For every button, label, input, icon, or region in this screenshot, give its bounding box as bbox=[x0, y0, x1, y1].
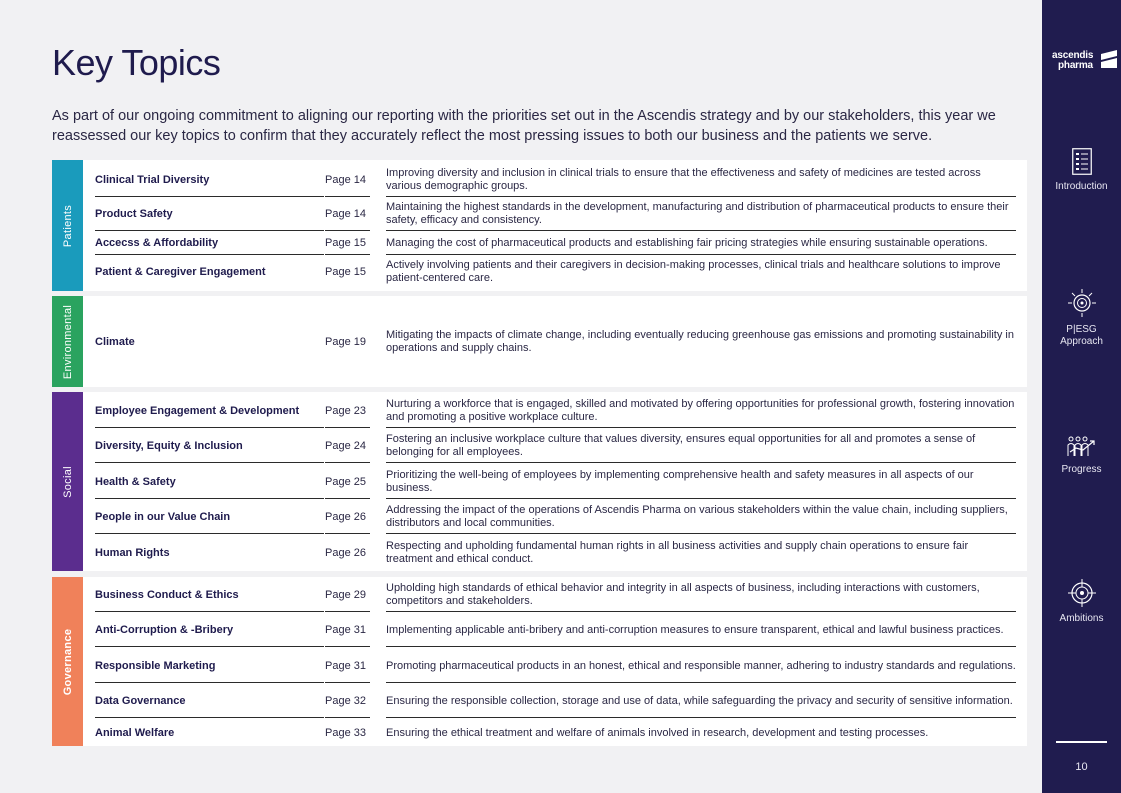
crosshair-icon bbox=[1068, 579, 1096, 607]
topic-description: Respecting and upholding fundamental human rights in all business activities and supply chain operations to ensure fair treatment and ethical conduct. bbox=[386, 540, 969, 565]
topic-label: Health & Safety bbox=[95, 476, 176, 488]
row-divider bbox=[386, 427, 1016, 428]
nav-ambitions[interactable] bbox=[1042, 579, 1121, 625]
nav-introduction[interactable] bbox=[1042, 148, 1121, 193]
topic-row bbox=[95, 430, 1016, 462]
intro-paragraph: As part of our ongoing commitment to aligning our reporting with the priorities set out in the Ascendis strategy and by our stakeholders, this year we reassessed our key topics to confirm that they accurately reflect the most pressing issues to both our business and the patients we serve. bbox=[52, 108, 996, 144]
topic-label: Clinical Trial Diversity bbox=[95, 174, 210, 186]
row-divider bbox=[325, 682, 370, 683]
topic-row bbox=[95, 164, 1016, 196]
row-divider bbox=[325, 462, 370, 463]
topic-page-link[interactable]: Page 14 bbox=[325, 174, 366, 186]
row-divider bbox=[95, 533, 324, 534]
topic-description: Implementing applicable anti-bribery and anti-corruption measures to ensure transparent, ethical and lawful business practices. bbox=[386, 623, 1004, 636]
group-label: Social bbox=[61, 465, 74, 498]
topic-label: Employee Engagement & Development bbox=[95, 405, 300, 417]
row-divider bbox=[95, 646, 324, 647]
row-divider bbox=[325, 646, 370, 647]
group-band-governance bbox=[52, 577, 83, 746]
topic-page-link[interactable]: Page 26 bbox=[325, 511, 366, 523]
nav-label-line2: Approach bbox=[1060, 336, 1103, 347]
topic-page-link[interactable]: Page 23 bbox=[325, 405, 366, 417]
row-divider bbox=[325, 533, 370, 534]
row-divider bbox=[386, 498, 1016, 499]
topic-label: Product Safety bbox=[95, 208, 173, 220]
topic-row bbox=[95, 721, 1016, 745]
topic-label: Climate bbox=[95, 335, 135, 348]
group-environmental bbox=[52, 296, 1027, 387]
topic-label: Animal Welfare bbox=[95, 727, 175, 739]
row-divider bbox=[95, 196, 324, 197]
topic-row bbox=[95, 296, 1016, 387]
nav-label: Progress bbox=[1061, 464, 1102, 475]
nav-pesg-approach[interactable] bbox=[1042, 288, 1121, 348]
row-divider bbox=[95, 682, 324, 683]
topic-page-link[interactable]: Page 31 bbox=[325, 624, 366, 636]
logo-mark-icon bbox=[1099, 50, 1119, 68]
group-patients bbox=[52, 160, 1027, 291]
group-label: Patients bbox=[61, 204, 74, 247]
row-divider bbox=[325, 230, 370, 231]
page-number-divider bbox=[1056, 741, 1107, 743]
topic-row bbox=[95, 614, 1016, 646]
topic-label: Anti-Corruption & -Bribery bbox=[95, 624, 234, 636]
sidebar-nav bbox=[1042, 0, 1121, 793]
logo-text-line1: ascendis bbox=[1052, 50, 1094, 61]
row-divider bbox=[95, 230, 324, 231]
topic-description: Ensuring the ethical treatment and welfare of animals involved in research, development and testing processes. bbox=[386, 726, 929, 739]
topic-label: Responsible Marketing bbox=[95, 660, 216, 672]
row-divider bbox=[325, 254, 370, 255]
row-divider bbox=[386, 230, 1016, 231]
topic-description: Managing the cost of pharmaceutical products and establishing fair pricing strategies while ensuring sustainable operations. bbox=[386, 236, 988, 249]
topic-row bbox=[95, 395, 1016, 427]
topic-description: Actively involving patients and their caregivers in decision-making processes, clinical trials and healthcare solutions to improve patient-centered care. bbox=[386, 259, 1001, 284]
row-divider bbox=[386, 717, 1016, 718]
target-icon bbox=[1067, 288, 1097, 318]
topic-page-link[interactable]: Page 19 bbox=[325, 335, 366, 348]
topic-row bbox=[95, 466, 1016, 498]
row-divider bbox=[386, 646, 1016, 647]
nav-label: Introduction bbox=[1055, 181, 1108, 192]
row-divider bbox=[95, 498, 324, 499]
company-logo[interactable] bbox=[1052, 50, 1112, 72]
topic-row bbox=[95, 232, 1016, 254]
row-divider bbox=[95, 427, 324, 428]
nav-label: Ambitions bbox=[1059, 613, 1104, 624]
group-social bbox=[52, 392, 1027, 571]
row-divider bbox=[386, 533, 1016, 534]
topic-row bbox=[95, 256, 1016, 288]
logo-text-line2: pharma bbox=[1058, 60, 1093, 71]
group-band-patients bbox=[52, 160, 83, 291]
topic-label: Diversity, Equity & Inclusion bbox=[95, 440, 243, 452]
topic-page-link[interactable]: Page 32 bbox=[325, 695, 366, 707]
row-divider bbox=[325, 196, 370, 197]
group-label: Governance bbox=[61, 628, 74, 695]
topic-description: Mitigating the impacts of climate change, including eventually reducing greenhouse gas emissions and promoting sustainability in operations and supply chains. bbox=[386, 328, 1014, 354]
topic-row bbox=[95, 650, 1016, 682]
row-divider bbox=[95, 717, 324, 718]
topic-label: Human Rights bbox=[95, 547, 170, 559]
topic-label: Accecss & Affordability bbox=[95, 237, 219, 249]
topic-description: Improving diversity and inclusion in clinical trials to ensure that the effectiveness and safety of medicines are tested across various demographic groups. bbox=[386, 167, 981, 192]
page-number: 10 bbox=[1075, 761, 1088, 773]
topic-page-link[interactable]: Page 33 bbox=[325, 727, 366, 739]
topic-description: Nurturing a workforce that is engaged, skilled and motivated by offering opportunities for professional growth, fostering innovation and promoting a positive workplace culture. bbox=[386, 398, 1015, 423]
row-divider bbox=[325, 611, 370, 612]
list-icon bbox=[1072, 148, 1092, 175]
topic-label: People in our Value Chain bbox=[95, 511, 231, 523]
topic-label: Business Conduct & Ethics bbox=[95, 589, 239, 601]
topic-page-link[interactable]: Page 25 bbox=[325, 476, 366, 488]
topic-page-link[interactable]: Page 15 bbox=[325, 237, 366, 249]
topic-row bbox=[95, 537, 1016, 569]
row-divider bbox=[386, 611, 1016, 612]
topic-row bbox=[95, 501, 1016, 533]
group-band-social bbox=[52, 392, 83, 571]
topic-description: Fostering an inclusive workplace culture that values diversity, ensures equal opportunities for all and promotes a sense of belonging for all employees. bbox=[386, 433, 976, 458]
row-divider bbox=[95, 254, 324, 255]
row-divider bbox=[386, 196, 1016, 197]
row-divider bbox=[386, 462, 1016, 463]
row-divider bbox=[325, 717, 370, 718]
group-governance bbox=[52, 577, 1027, 746]
row-divider bbox=[95, 611, 324, 612]
topic-description: Promoting pharmaceutical products in an honest, ethical and responsible manner, adhering to industry standards and regulations. bbox=[386, 659, 1016, 672]
topic-page-link[interactable]: Page 24 bbox=[325, 440, 366, 452]
topic-label: Data Governance bbox=[95, 695, 186, 707]
nav-progress[interactable] bbox=[1042, 436, 1121, 476]
topic-description: Addressing the impact of the operations of Ascendis Pharma on various stakeholders within the value chain, including suppliers, distributors and local communities. bbox=[386, 504, 1008, 529]
topic-label: Patient & Caregiver Engagement bbox=[95, 266, 266, 278]
topic-row bbox=[95, 685, 1016, 717]
topic-page-link[interactable]: Page 29 bbox=[325, 589, 366, 601]
people-growth-icon bbox=[1066, 436, 1098, 458]
topic-row bbox=[95, 198, 1016, 230]
topic-row bbox=[95, 579, 1016, 611]
row-divider bbox=[325, 498, 370, 499]
topic-description: Upholding high standards of ethical behavior and integrity in all aspects of business, including interactions with customers, competitors and stakeholders. bbox=[386, 582, 980, 607]
nav-label-line1: P|ESG bbox=[1066, 324, 1097, 335]
row-divider bbox=[386, 254, 1016, 255]
topic-page-link[interactable]: Page 15 bbox=[325, 266, 366, 278]
topic-description: Prioritizing the well-being of employees by implementing comprehensive health and safety measures in all aspects of our business. bbox=[386, 469, 974, 494]
topic-description: Maintaining the highest standards in the development, manufacturing and distribution of pharmaceutical products to ensure their safety, efficacy and consistency. bbox=[386, 201, 1009, 226]
row-divider bbox=[386, 682, 1016, 683]
row-divider bbox=[95, 462, 324, 463]
row-divider bbox=[325, 427, 370, 428]
page-title: Key Topics bbox=[52, 42, 221, 83]
group-label: Environmental bbox=[61, 304, 74, 379]
topic-page-link[interactable]: Page 26 bbox=[325, 547, 366, 559]
topic-description: Ensuring the responsible collection, storage and use of data, while safeguarding the privacy and security of sensitive information. bbox=[386, 694, 1013, 707]
group-band-environmental bbox=[52, 296, 83, 387]
topic-page-link[interactable]: Page 31 bbox=[325, 660, 366, 672]
topic-page-link[interactable]: Page 14 bbox=[325, 208, 366, 220]
